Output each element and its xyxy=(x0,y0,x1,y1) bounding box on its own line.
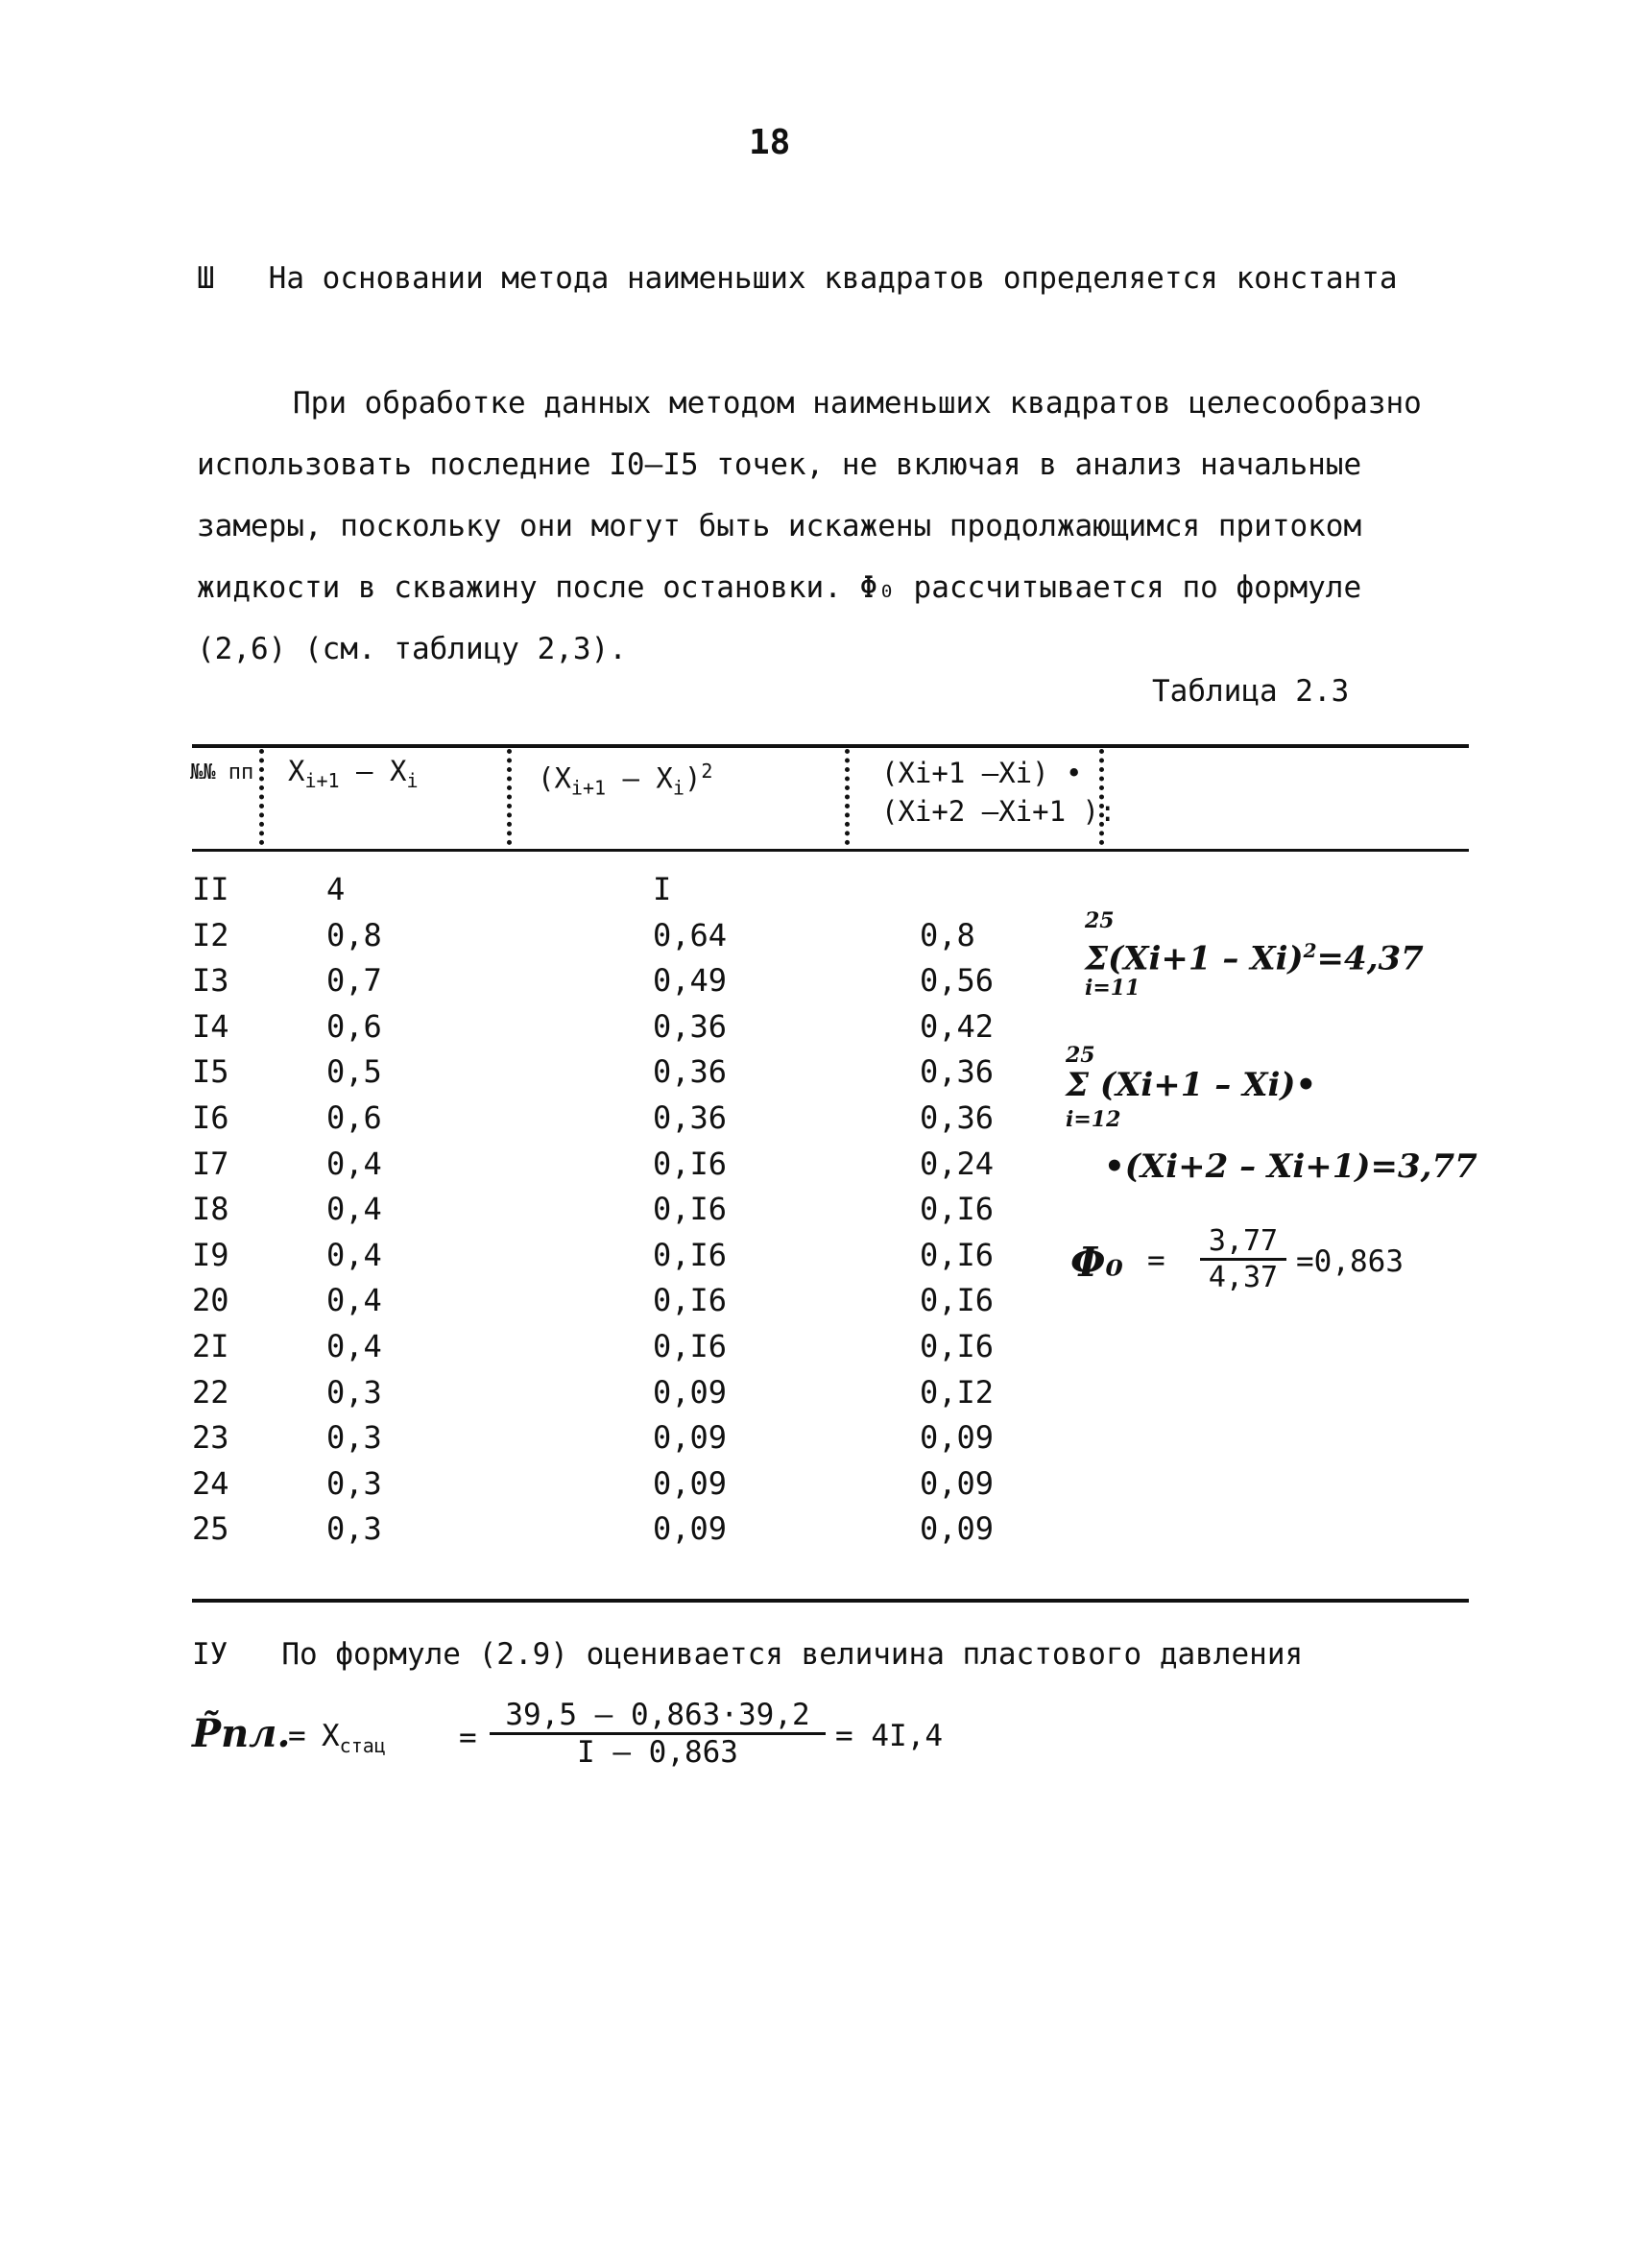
diff-value: 0,4 xyxy=(326,1145,382,1182)
row-number: I4 xyxy=(192,1007,229,1045)
row-number: 24 xyxy=(192,1464,229,1502)
square-value: 0,09 xyxy=(653,1510,728,1548)
product-value: 0,I6 xyxy=(920,1282,995,1319)
row-number: I2 xyxy=(192,916,229,953)
x-stat: $X_{стац}$ xyxy=(322,1719,386,1758)
table-bottom-rule xyxy=(192,1599,1469,1603)
pressure-result: = 4I,4 xyxy=(835,1719,943,1753)
product-value: 0,I2 xyxy=(920,1373,995,1411)
diff-value: 0,3 xyxy=(326,1419,382,1457)
square-value: 0,09 xyxy=(653,1419,728,1457)
diff-value: 0,7 xyxy=(326,962,382,1000)
diff-value: 0,4 xyxy=(326,1236,382,1273)
phi-fraction: $\frac{3,77}{4,37}$ xyxy=(1200,1224,1286,1294)
product-value: 0,36 xyxy=(920,1053,995,1091)
header-separator xyxy=(1099,749,1104,845)
diff-value: 0,4 xyxy=(326,1282,382,1319)
square-value: I xyxy=(653,871,672,907)
section-4-text: По формуле (2.9) оценивается величина пластового давления xyxy=(281,1637,1304,1672)
section-3-marker: Ш xyxy=(197,261,215,296)
square-value: 0,09 xyxy=(653,1373,728,1411)
row-number: I8 xyxy=(192,1191,229,1228)
square-value: 0,36 xyxy=(653,1007,728,1045)
diff-value: 0,6 xyxy=(326,1099,382,1136)
diff-value: 0,3 xyxy=(326,1373,382,1411)
header-col-diff: $X_{i+1} - X_i$ xyxy=(288,755,419,792)
diff-value: 0,4 xyxy=(326,1191,382,1228)
square-value: 0,36 xyxy=(653,1099,728,1136)
product-value: 0,42 xyxy=(920,1007,995,1045)
row-number: I3 xyxy=(192,962,229,1000)
sum2-upper-limit: 25 xyxy=(1066,1043,1095,1068)
row-number: I6 xyxy=(192,1099,229,1136)
product-value: 0,09 xyxy=(920,1464,995,1502)
diff-value: 4 xyxy=(326,871,346,907)
formula-equals-1: = xyxy=(288,1719,306,1753)
square-value: 0,64 xyxy=(653,916,728,953)
row-number: 2I xyxy=(192,1328,229,1364)
product-value: 0,24 xyxy=(920,1145,995,1182)
sum1-upper-limit: 25 xyxy=(1085,908,1115,933)
section-4-heading xyxy=(192,1637,1303,1672)
fraction-numerator: 39,5 – 0,863·39,2 xyxy=(505,1698,810,1732)
table-caption: Таблица 2.3 xyxy=(1152,674,1350,709)
square-value: 0,36 xyxy=(653,1053,728,1091)
diff-value: 0,6 xyxy=(326,1007,382,1045)
sum2-expression: Σ (Xi+1 – Xi)• xyxy=(1066,1066,1317,1104)
sum2-expression-continued: •(Xi+2 – Xi+1)=3,77 xyxy=(1104,1147,1477,1186)
square-value: 0,I6 xyxy=(653,1282,728,1319)
product-value: 0,I6 xyxy=(920,1328,995,1364)
square-value: 0,49 xyxy=(653,962,728,1000)
sum1-lower-limit: i=11 xyxy=(1085,976,1141,1001)
section-3-heading xyxy=(197,248,1445,309)
product-value: 0,I6 xyxy=(920,1191,995,1228)
pressure-fraction xyxy=(490,1698,826,1770)
body-paragraph: При обработке данных методом наименьших квадратов целесообразно использовать последние I0–I5 точек, не включая в анализ начальные замеры, поскольку они могут быть искажены продолжающимся притоком жидкости в скважину после остановки. Φ₀ рассчитывается по формуле (2,6) (см. таблицу 2,3). xyxy=(197,386,1422,666)
page-number: 18 xyxy=(749,123,791,162)
square-value: 0,I6 xyxy=(653,1236,728,1273)
product-value: 0,56 xyxy=(920,962,995,1000)
product-value: 0,09 xyxy=(920,1510,995,1548)
sum2-lower-limit: i=12 xyxy=(1066,1107,1121,1132)
product-value: 0,36 xyxy=(920,1099,995,1136)
header-separator xyxy=(845,749,850,845)
phi-result: =0,863 xyxy=(1296,1244,1404,1279)
phi-symbol: Φ₀ xyxy=(1070,1239,1123,1286)
section-3-text: На основании метода наименьших квадратов определяется константа xyxy=(268,261,1398,296)
header-number: №№ пп xyxy=(190,760,254,784)
formula-equals-2: = xyxy=(459,1721,477,1755)
row-number: 20 xyxy=(192,1282,229,1319)
phi-equals: = xyxy=(1147,1243,1165,1278)
product-value: 0,I6 xyxy=(920,1236,995,1273)
row-number: 23 xyxy=(192,1419,229,1457)
table-top-rule xyxy=(192,744,1469,748)
square-value: 0,I6 xyxy=(653,1145,728,1182)
diff-value: 0,4 xyxy=(326,1328,382,1364)
square-value: 0,09 xyxy=(653,1464,728,1502)
product-value: 0,09 xyxy=(920,1419,995,1457)
row-number: I9 xyxy=(192,1236,229,1273)
diff-value: 0,3 xyxy=(326,1510,382,1548)
square-value: 0,I6 xyxy=(653,1328,728,1364)
table-header-rule xyxy=(192,849,1469,852)
diff-value: 0,3 xyxy=(326,1464,382,1502)
row-number: I7 xyxy=(192,1145,229,1182)
pressure-symbol: P̃пл. xyxy=(192,1711,291,1756)
fraction-denominator: I – 0,863 xyxy=(490,1732,826,1770)
diff-value: 0,5 xyxy=(326,1053,382,1091)
row-number: II xyxy=(192,871,229,907)
section-4-marker: IУ xyxy=(192,1637,228,1672)
row-number: I5 xyxy=(192,1053,229,1091)
product-value: 0,8 xyxy=(920,916,975,953)
square-value: 0,I6 xyxy=(653,1191,728,1228)
header-separator xyxy=(259,749,264,845)
row-number: 22 xyxy=(192,1373,229,1411)
diff-value: 0,8 xyxy=(326,916,382,953)
header-col-square: $(X_{i+1} - X_i)^2$ xyxy=(538,760,713,800)
sum1-expression: $\Sigma(Xi+1 - Xi)^2=4,37$ xyxy=(1085,939,1424,978)
row-number: 25 xyxy=(192,1510,229,1548)
header-col-product: (Xi+1 –Xi) • (Xi+2 –Xi+1 ): xyxy=(881,757,1117,828)
header-separator xyxy=(507,749,512,845)
